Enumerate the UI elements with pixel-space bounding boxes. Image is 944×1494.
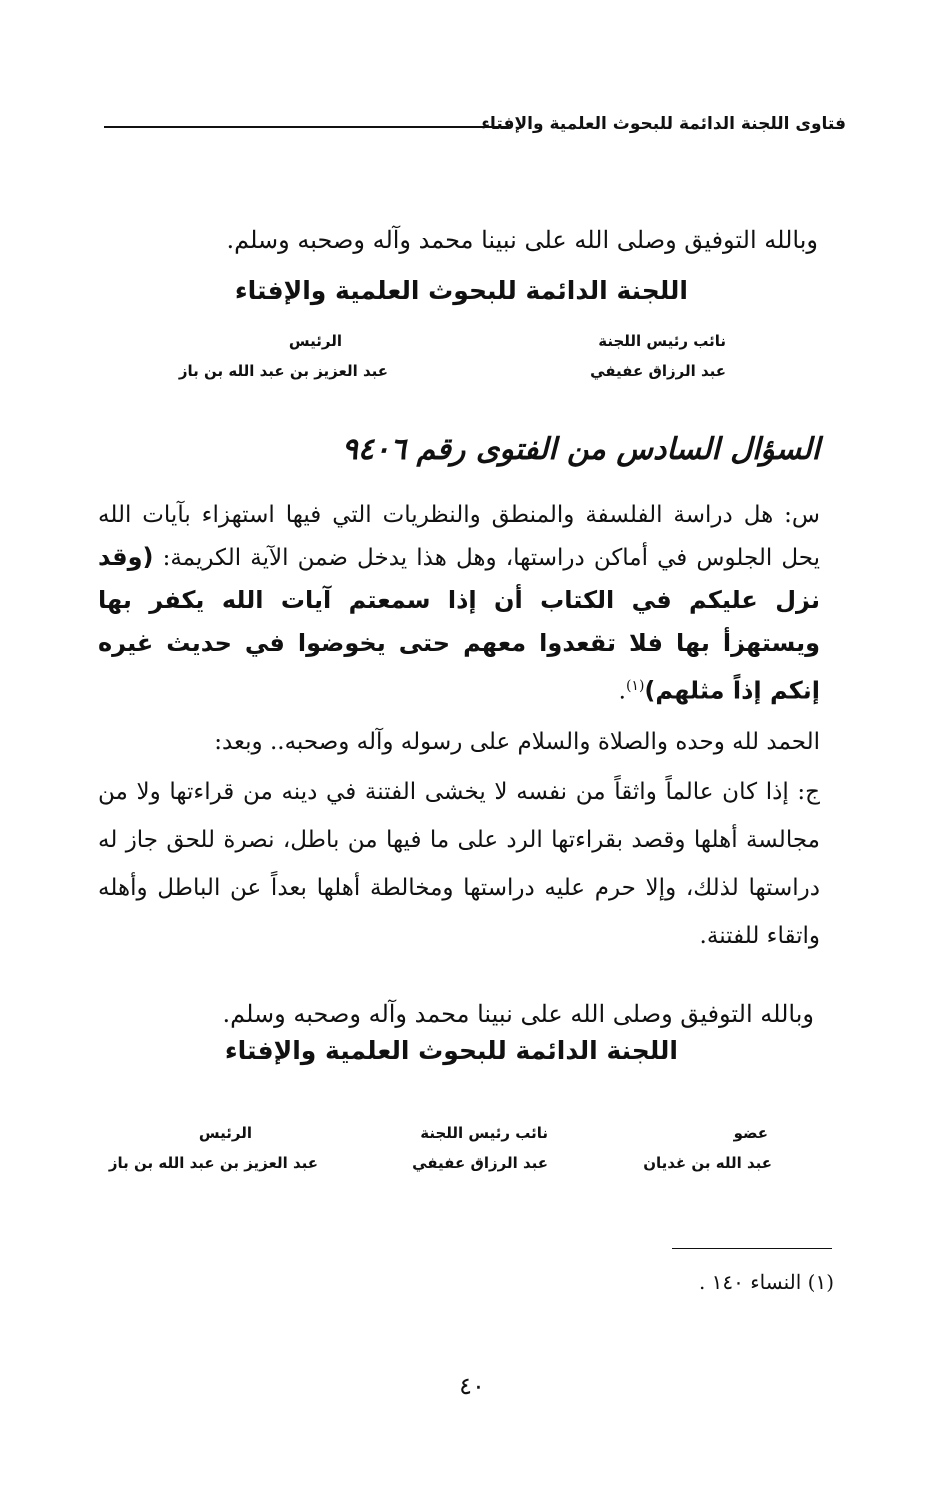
- question-paragraph: [98, 494, 820, 713]
- question-end-mark: .: [618, 678, 626, 705]
- signature-role-vice-president-2: نائب رئيس اللجنة: [420, 1124, 548, 1142]
- answer-paragraph: ج: إذا كان عالماً واثقاً من نفسه لا يخشى الفتنة في دينه من قراءتها ولا من مجالسة أهلها وقصد بقراءتها الرد على ما فيها من باطل، نصرة للحق جاز له دراستها لذلك، وإلا حرم عليه دراستها ومخالطة أهلها بعداً عن الباطل وأهله واتقاء للفتنة.: [98, 779, 820, 949]
- committee-name-2: اللجنة الدائمة للبحوث العلمية والإفتاء: [224, 1036, 678, 1065]
- signature-role-member: عضو: [733, 1124, 768, 1142]
- answer-intro: الحمد لله وحده والصلاة والسلام على رسوله وآله وصحبه.. وبعد:: [214, 729, 820, 755]
- signature-name-president-2: عبد العزيز بن عبد الله بن باز: [108, 1154, 318, 1172]
- signature-role-president-2: الرئيس: [198, 1124, 252, 1142]
- footnote: (١) النساء ١٤٠ .: [698, 1270, 834, 1294]
- question-text: س: هل دراسة الفلسفة والمنطق والنظريات التي فيها استهزاء بآيات الله يحل الجلوس في أماكن دراستها، وهل هذا يدخل ضمن الآية الكريمة:: [98, 502, 820, 571]
- footnote-reference: (١): [625, 678, 645, 694]
- header-rule: [104, 126, 509, 128]
- signature-role-vice-president: نائب رئيس اللجنة: [598, 332, 726, 350]
- committee-name: اللجنة الدائمة للبحوث العلمية والإفتاء: [234, 276, 688, 305]
- question-heading: السؤال السادس من الفتوى رقم ٩٤٠٦: [341, 432, 820, 467]
- signature-name-vice-president-2: عبد الرزاق عفيفي: [412, 1154, 548, 1172]
- closing-prayer: وبالله التوفيق وصلى الله على نبينا محمد وآله وصحبه وسلم.: [226, 226, 818, 254]
- running-header-title: فتاوى اللجنة الدائمة للبحوث العلمية والإفتاء: [481, 114, 846, 134]
- footnote-rule: [672, 1248, 832, 1249]
- signature-name-member: عبد الله بن غديان: [643, 1154, 772, 1172]
- page-number: ٤٠: [459, 1372, 485, 1400]
- signature-role-president: الرئيس: [288, 332, 342, 350]
- signature-name-president: عبد العزيز بن عبد الله بن باز: [178, 362, 388, 380]
- quran-verse-quote: (وقد نزل عليكم في الكتاب أن إذا سمعتم آيات الله يكفر بها ويستهزأ بها فلا تقعدوا معهم حتى يخوضوا في حديث غيره إنكم إذاً مثلهم): [98, 543, 820, 705]
- closing-prayer-2: وبالله التوفيق وصلى الله على نبينا محمد وآله وصحبه وسلم.: [222, 1000, 814, 1028]
- signature-name-vice-president: عبد الرزاق عفيفي: [590, 362, 726, 380]
